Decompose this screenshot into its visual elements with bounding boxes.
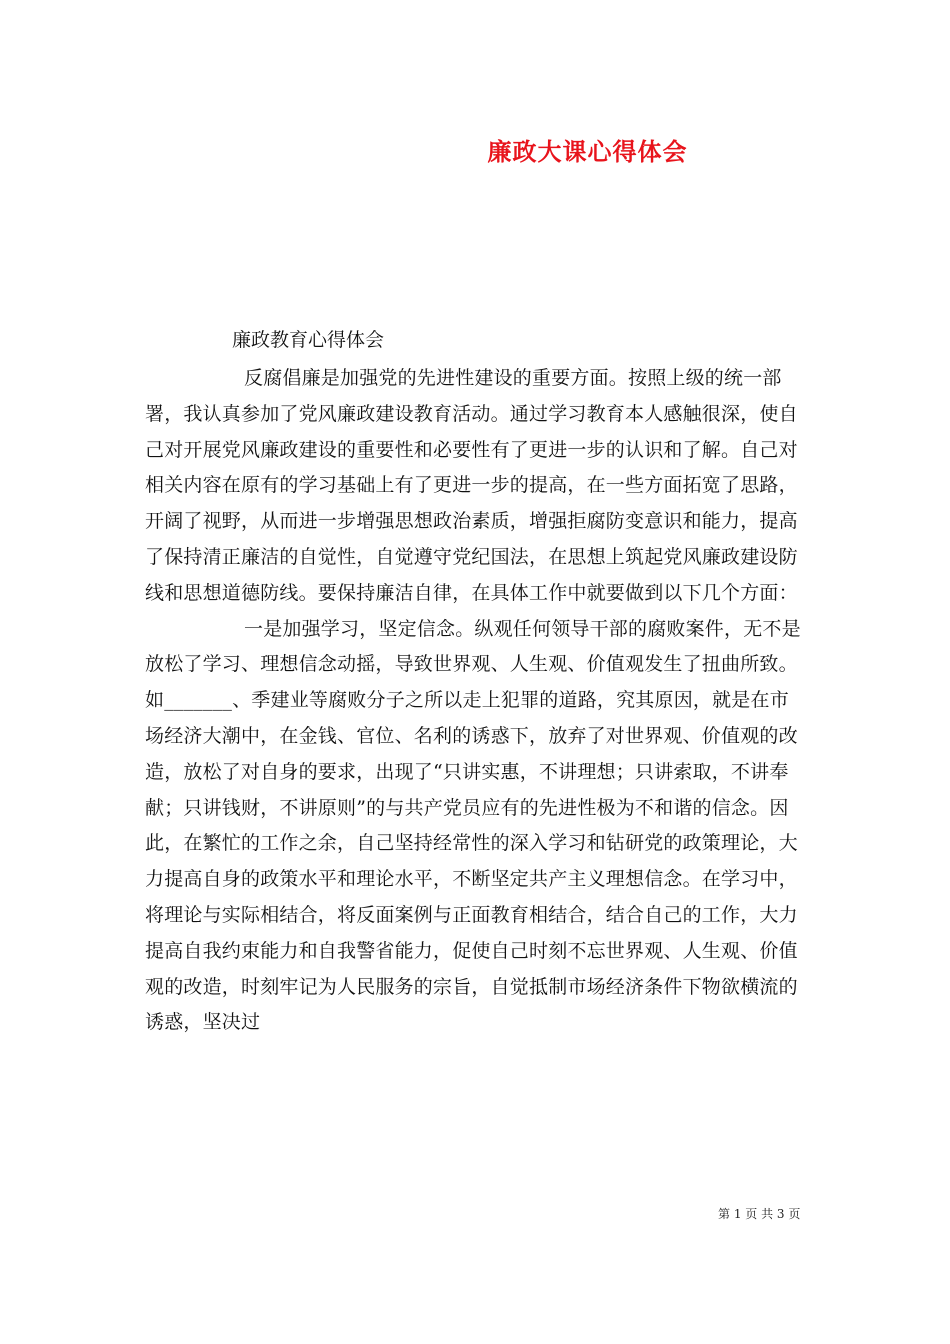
paragraph-intro: 反腐倡廉是加强党的先进性建设的重要方面。按照上级的统一部署，我认真参加了党风廉政建设教育活动。通过学习教育本人感触很深，使自己对开展党风廉政建设的重要性和必要性有了更进一步的认识和了解。自己对相关内容在原有的学习基础上有了更进一步的提高，在一些方面拓宽了思路，开阔了视野，从而进一步增强思想政治素质，增强拒腐防变意识和能力，提高了保持清正廉洁的自觉性，自觉遵守党纪国法，在思想上筑起党风廉政建设防线和思想道德防线。要保持廉洁自律，在具体工作中就要做到以下几个方面： bbox=[145, 367, 798, 604]
paragraph-point-one: 一是加强学习，坚定信念。纵观任何领导干部的腐败案件，无不是放松了学习、理想信念动摇，导致世界观、人生观、价值观发生了扭曲所致。如_______、季建业等腐败分子之所以走上犯罪的道路，究其原因，就是在市场经济大潮中，在金钱、官位、名利的诱惑下，放弃了对世界观、价值观的改造，放松了对自身的要求，出现了“只讲实惠，不讲理想；只讲索取，不讲奉献；只讲钱财，不讲原则”的与共产党员应有的先进性极为不和谐的信念。因此，在繁忙的工作之余，自己坚持经常性的深入学习和钻研党的政策理论，大力提高自身的政策水平和理论水平，不断坚定共产主义理想信念。在学习中，将理论与实际相结合，将反面案例与正面教育相结合，结合自己的工作，大力提高自我约束能力和自我警省能力，促使自己时刻不忘世界观、人生观、价值观的改造，时刻牢记为人民服务的宗旨，自觉抵制市场经济条件下物欲横流的诱惑，坚决过 bbox=[145, 617, 801, 1034]
page-number-footer: 第 1 页 共 3 页 bbox=[718, 1207, 801, 1221]
document-body bbox=[145, 361, 805, 1041]
document-subtitle: 廉政教育心得体会 bbox=[232, 329, 385, 351]
document-title: 廉政大课心得体会 bbox=[487, 137, 688, 166]
